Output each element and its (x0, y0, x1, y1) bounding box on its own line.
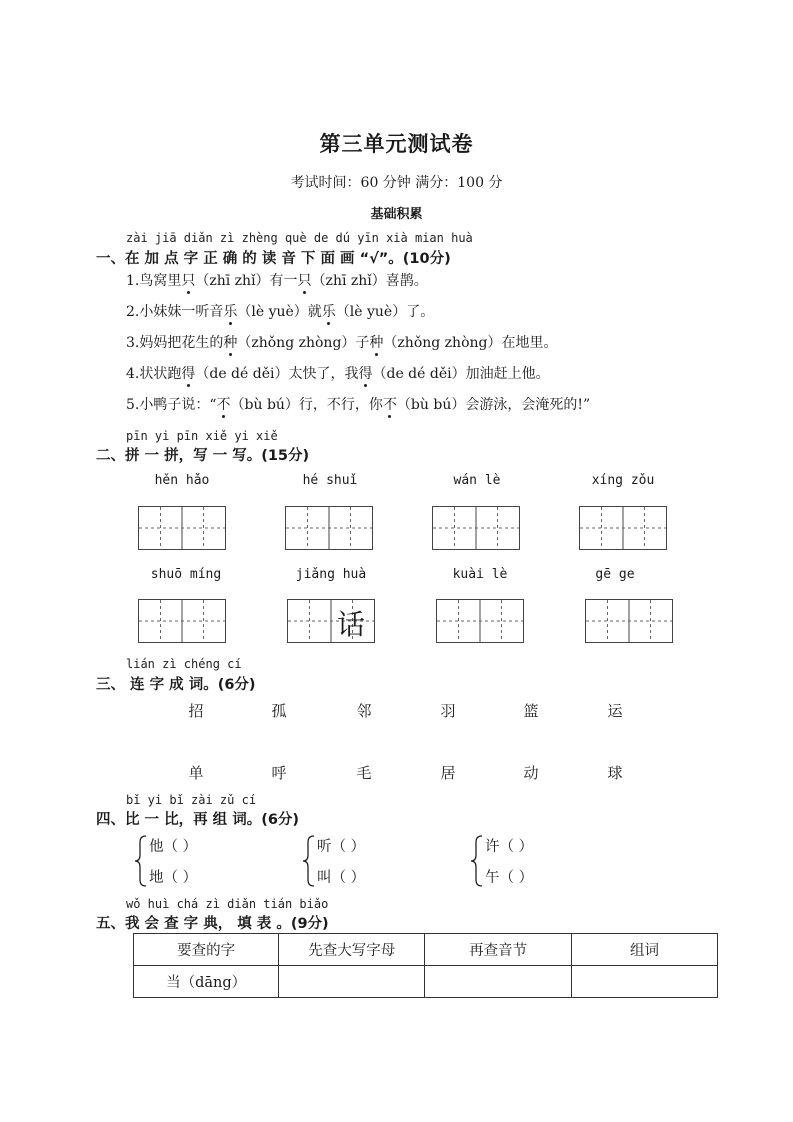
q2-pinyin-8: gē ge (595, 567, 635, 582)
writing-grid[interactable] (585, 599, 673, 643)
link-char-top[interactable]: 篮 (523, 702, 539, 720)
section-heading: 基础积累 (370, 207, 423, 222)
table-row (134, 966, 718, 998)
q2-pinyin-7: kuài lè (452, 567, 508, 582)
compare-field[interactable]: 听（ ） (317, 839, 366, 855)
link-char-top[interactable]: 孤 (271, 702, 287, 720)
q2-title: 二、拼 一 拼，写 一 写。(15分) (96, 448, 310, 464)
brace-icon (134, 834, 148, 888)
q1-item-3: 3.妈妈把花生的种（zhǒng zhòng）子种（zhǒng zhòng）在地里。 (126, 335, 558, 351)
link-char-top[interactable]: 运 (607, 702, 623, 720)
q1-item-4: 4.状状跑得（de dé děi）太快了，我得（de dé děi）加油赶上他。 (126, 366, 550, 382)
brace-icon (302, 834, 316, 888)
q1-title: 一、在 加 点 字 正 确 的 读 音 下 面 画 “√”。(10分) (96, 251, 451, 267)
link-char-bottom[interactable]: 居 (440, 764, 456, 782)
compare-field[interactable]: 午（ ） (485, 870, 534, 886)
link-char-bottom[interactable]: 球 (607, 764, 623, 782)
table-cell-input[interactable] (279, 966, 425, 998)
q2-pinyin-5: shuō míng (150, 567, 222, 582)
link-char-top[interactable]: 邻 (356, 702, 372, 720)
q2-pinyin-3: wán lè (453, 473, 501, 488)
writing-grid[interactable] (138, 599, 226, 643)
q4-title: 四、比 一 比，再 组 词。(6分) (96, 812, 300, 828)
q2-pinyin-2: hé shuǐ (302, 473, 358, 488)
link-char-bottom[interactable]: 动 (523, 764, 539, 782)
link-char-bottom[interactable]: 单 (188, 764, 204, 782)
writing-grid[interactable] (579, 506, 667, 550)
q2-pinyin-4: xíng zǒu (591, 473, 655, 488)
sample-character: 话 (337, 608, 366, 641)
q2-pinyin: pīn yi pīn xiě yi xiě (126, 429, 278, 443)
table-header-row (134, 934, 718, 966)
link-char-bottom[interactable]: 毛 (356, 764, 372, 782)
compare-field[interactable]: 他（ ） (149, 839, 198, 855)
dictionary-table (133, 933, 718, 998)
q5-pinyin: wǒ huì chá zì diǎn tián biǎo (126, 897, 329, 911)
q2-pinyin-1: hěn hǎo (154, 473, 210, 488)
table-cell-char: 当（dāng） (134, 966, 279, 998)
brace-icon (470, 834, 484, 888)
table-cell-input[interactable] (572, 966, 718, 998)
q1-item-5: 5.小鸭子说：“不（bù bú）行，不行，你不（bù bú）会游泳，会淹死的!” (126, 397, 591, 413)
q3-pinyin: lián zì chéng cí (126, 657, 242, 671)
table-header: 先查大写字母 (279, 934, 425, 966)
page-title: 第三单元测试卷 (319, 132, 474, 156)
q4-pinyin: bǐ yi bǐ zài zǔ cí (126, 793, 257, 807)
exam-info: 考试时间：60 分钟 满分：100 分 (290, 175, 503, 191)
link-char-top[interactable]: 羽 (440, 702, 456, 720)
writing-grid[interactable] (436, 599, 524, 643)
table-cell-input[interactable] (425, 966, 572, 998)
writing-grid[interactable] (285, 506, 373, 550)
q3-title: 三、 连 字 成 词。(6分) (96, 677, 256, 693)
q1-pinyin: zài jiā diǎn zì zhèng què de dú yīn xià mian huà (126, 231, 473, 245)
q2-pinyin-6: jiǎng huà (295, 567, 367, 582)
link-char-top[interactable]: 招 (188, 702, 204, 720)
q5-title: 五、我 会 查 字 典， 填 表 。(9分) (96, 916, 329, 932)
writing-grid[interactable] (138, 506, 226, 550)
table-header: 再查音节 (425, 934, 572, 966)
q1-item-1: 1.鸟窝里只（zhī zhǐ）有一只（zhī zhǐ）喜鹊。 (126, 273, 428, 289)
table-header: 组词 (572, 934, 718, 966)
compare-field[interactable]: 许（ ） (485, 839, 534, 855)
q1-item-2: 2.小妹妹一听音乐（lè yuè）就乐（lè yuè）了。 (126, 304, 435, 320)
table-header: 要查的字 (134, 934, 279, 966)
writing-grid[interactable] (432, 506, 520, 550)
compare-field[interactable]: 叫（ ） (317, 870, 366, 886)
compare-field[interactable]: 地（ ） (149, 870, 198, 886)
link-char-bottom[interactable]: 呼 (271, 764, 287, 782)
